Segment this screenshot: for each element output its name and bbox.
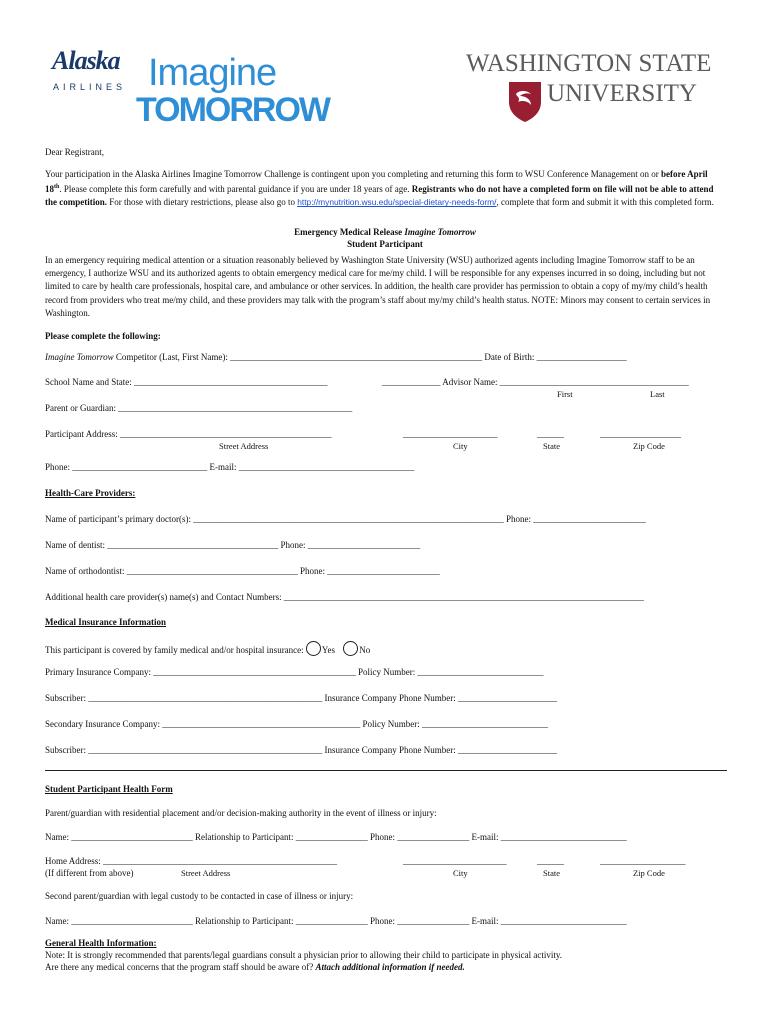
secondary-insurance-field[interactable]: Secondary Insurance Company: ____________________________________________ Policy Number: ____________________________ <box>45 719 548 729</box>
competitor-label-italic: Imagine Tomorrow <box>45 352 114 362</box>
street-address-caption: Street Address <box>219 441 269 451</box>
participant-state-field[interactable]: ______ <box>537 429 564 439</box>
primary-insurance-field[interactable]: Primary Insurance Company: _____________________________________________ Policy Number: ____________________________ <box>45 667 544 677</box>
coverage-label: This participant is covered by family medical and/or hospital insurance: <box>45 645 304 655</box>
subscriber-field-2[interactable]: Subscriber: ____________________________________________________ Insurance Company Phone Number: ______________________ <box>45 745 557 755</box>
home-street-caption: Street Address <box>181 868 231 878</box>
city-caption: City <box>453 441 468 451</box>
release-subtitle: Student Participant <box>347 239 423 249</box>
home-zip-field[interactable]: ___________________ <box>600 856 686 866</box>
attach-note: Attach additional information if needed. <box>315 962 465 972</box>
tomorrow-wordmark: TOMORROW <box>136 91 330 129</box>
home-city-field[interactable]: _______________________ <box>403 856 507 866</box>
alaska-airlines-wordmark: Alaska <box>52 46 120 75</box>
general-note: Note: It is strongly recommended that parents/legal guardians consult a physician prior to allowing their child to participate in physical activity. <box>45 950 563 960</box>
medical-insurance-heading: Medical Insurance Information <box>45 617 166 627</box>
wsu-wordmark-line2: UNIVERSITY <box>547 80 697 107</box>
home-address-field[interactable]: Home Address: ____________________________________________________ <box>45 856 337 866</box>
medical-concerns-question <box>45 962 465 972</box>
dietary-needs-link[interactable]: http://mynutrition.wsu.edu/special-dietary-needs-form/ <box>297 197 497 208</box>
wsu-shield-icon <box>507 80 543 124</box>
primary-doctor-field[interactable]: Name of participant’s primary doctor(s): _____________________________________________________________________ Phone: _________________________ <box>45 514 646 524</box>
participant-address-field[interactable]: Participant Address: _______________________________________________ <box>45 429 332 439</box>
home-city-caption: City <box>453 868 468 878</box>
intro-text-3: For those with dietary restrictions, please also go to <box>107 197 298 208</box>
home-zip-caption: Zip Code <box>633 868 665 878</box>
intro-paragraph <box>45 168 725 210</box>
advisor-name-field[interactable]: _____________ Advisor Name: __________________________________________ <box>382 377 689 387</box>
release-title-b: Imagine Tomorrow <box>404 227 476 237</box>
release-title-a: Emergency Medical Release <box>294 227 405 237</box>
guardian-name-field[interactable]: Name: ___________________________ Relationship to Participant: ________________ Phone: ________________ E-mail: ____________________________ <box>45 832 627 842</box>
concerns-label: Are there any medical concerns that the program staff should be aware of? <box>45 962 316 972</box>
additional-providers-field[interactable]: Additional health care provider(s) name(s) and Contact Numbers: ________________________________________________________________________________ <box>45 592 644 602</box>
no-radio[interactable] <box>343 641 358 656</box>
greeting: Dear Registrant, <box>45 147 104 157</box>
dentist-field[interactable]: Name of dentist: ______________________________________ Phone: _________________________ <box>45 540 421 550</box>
home-state-caption: State <box>543 868 560 878</box>
phone-email-field[interactable]: Phone: ______________________________ E-mail: _______________________________________ <box>45 462 415 472</box>
first-caption: First <box>557 389 573 399</box>
imagine-wordmark: Imagine <box>148 52 277 94</box>
health-care-providers-heading: Health-Care Providers: <box>45 488 136 498</box>
second-guardian-intro: Second parent/guardian with legal custody to be contacted in case of illness or injury: <box>45 891 354 901</box>
intro-text-1: Your participation in the Alaska Airlines Imagine Tomorrow Challenge is contingent upon you completing and returning this form to WSU Conference Management on or <box>45 169 662 179</box>
yes-label: Yes <box>321 645 336 655</box>
no-label: No <box>359 645 371 655</box>
release-body: In an emergency requiring medical attention or a situation reasonably believed by Washington State University (WSU) authorized agents including Imagine Tomorrow staff to be an emergency, I authorize WSU and its authorized agents to obtain emergency medical care for me/my child. I will be responsible for any expenses incurred in so doing, including but not limited to care by health care professionals, hospital care, and ambulance or other services. In addition, the health care provider has permission to obtain a copy of my/my child’s health record from providers who treat me/my child, and these providers may talk with the program’s staff about my/my child’s health status. NOTE: Minors may consent to certain services in Washington. <box>45 255 711 318</box>
yes-radio[interactable] <box>306 641 321 656</box>
insurance-coverage-question <box>45 641 370 656</box>
second-guardian-name-field[interactable]: Name: ___________________________ Relationship to Participant: ________________ Phone: ________________ E-mail: ____________________________ <box>45 916 627 926</box>
intro-deadline-sup: th <box>54 184 60 191</box>
if-different-caption: (If different from above) <box>45 868 134 878</box>
general-health-heading: General Health Information: <box>45 938 157 948</box>
intro-text-2: . Please complete this form carefully and with parental guidance if you are under 18 years of age. <box>59 184 412 195</box>
student-health-form-heading: Student Participant Health Form <box>45 784 173 794</box>
competitor-label: Competitor (Last, First Name): ________________________________________________________ Date of Birth: ____________________ <box>113 352 627 362</box>
release-title <box>0 227 770 237</box>
please-complete-heading: Please complete the following: <box>45 331 161 341</box>
intro-text-4: , complete that form and submit it with this completed form. <box>496 197 714 208</box>
last-caption: Last <box>650 389 665 399</box>
guardian-intro: Parent/guardian with residential placement and/or decision-making authority in the event of illness or injury: <box>45 808 437 818</box>
section-divider <box>45 770 727 771</box>
state-caption: State <box>543 441 560 451</box>
subscriber-field-1[interactable]: Subscriber: ____________________________________________________ Insurance Company Phone Number: ______________________ <box>45 693 557 703</box>
competitor-name-field[interactable] <box>45 352 627 362</box>
wsu-wordmark-line1: WASHINGTON STATE <box>466 50 712 77</box>
zip-caption: Zip Code <box>633 441 665 451</box>
participant-city-field[interactable]: _____________________ <box>403 429 498 439</box>
parent-guardian-field[interactable]: Parent or Guardian: ____________________________________________________ <box>45 403 353 413</box>
participant-zip-field[interactable]: __________________ <box>600 429 681 439</box>
airlines-wordmark: AIRLINES <box>53 82 127 92</box>
intro-warning: Registrants who do not have a completed form on file will not be able to attend the competition. <box>45 184 714 208</box>
orthodontist-field[interactable]: Name of orthodontist: ______________________________________ Phone: _________________________ <box>45 566 440 576</box>
intro-deadline: before April 18 <box>45 169 708 195</box>
school-name-field[interactable]: School Name and State: ___________________________________________ <box>45 377 328 387</box>
home-state-field[interactable]: ______ <box>537 856 564 866</box>
